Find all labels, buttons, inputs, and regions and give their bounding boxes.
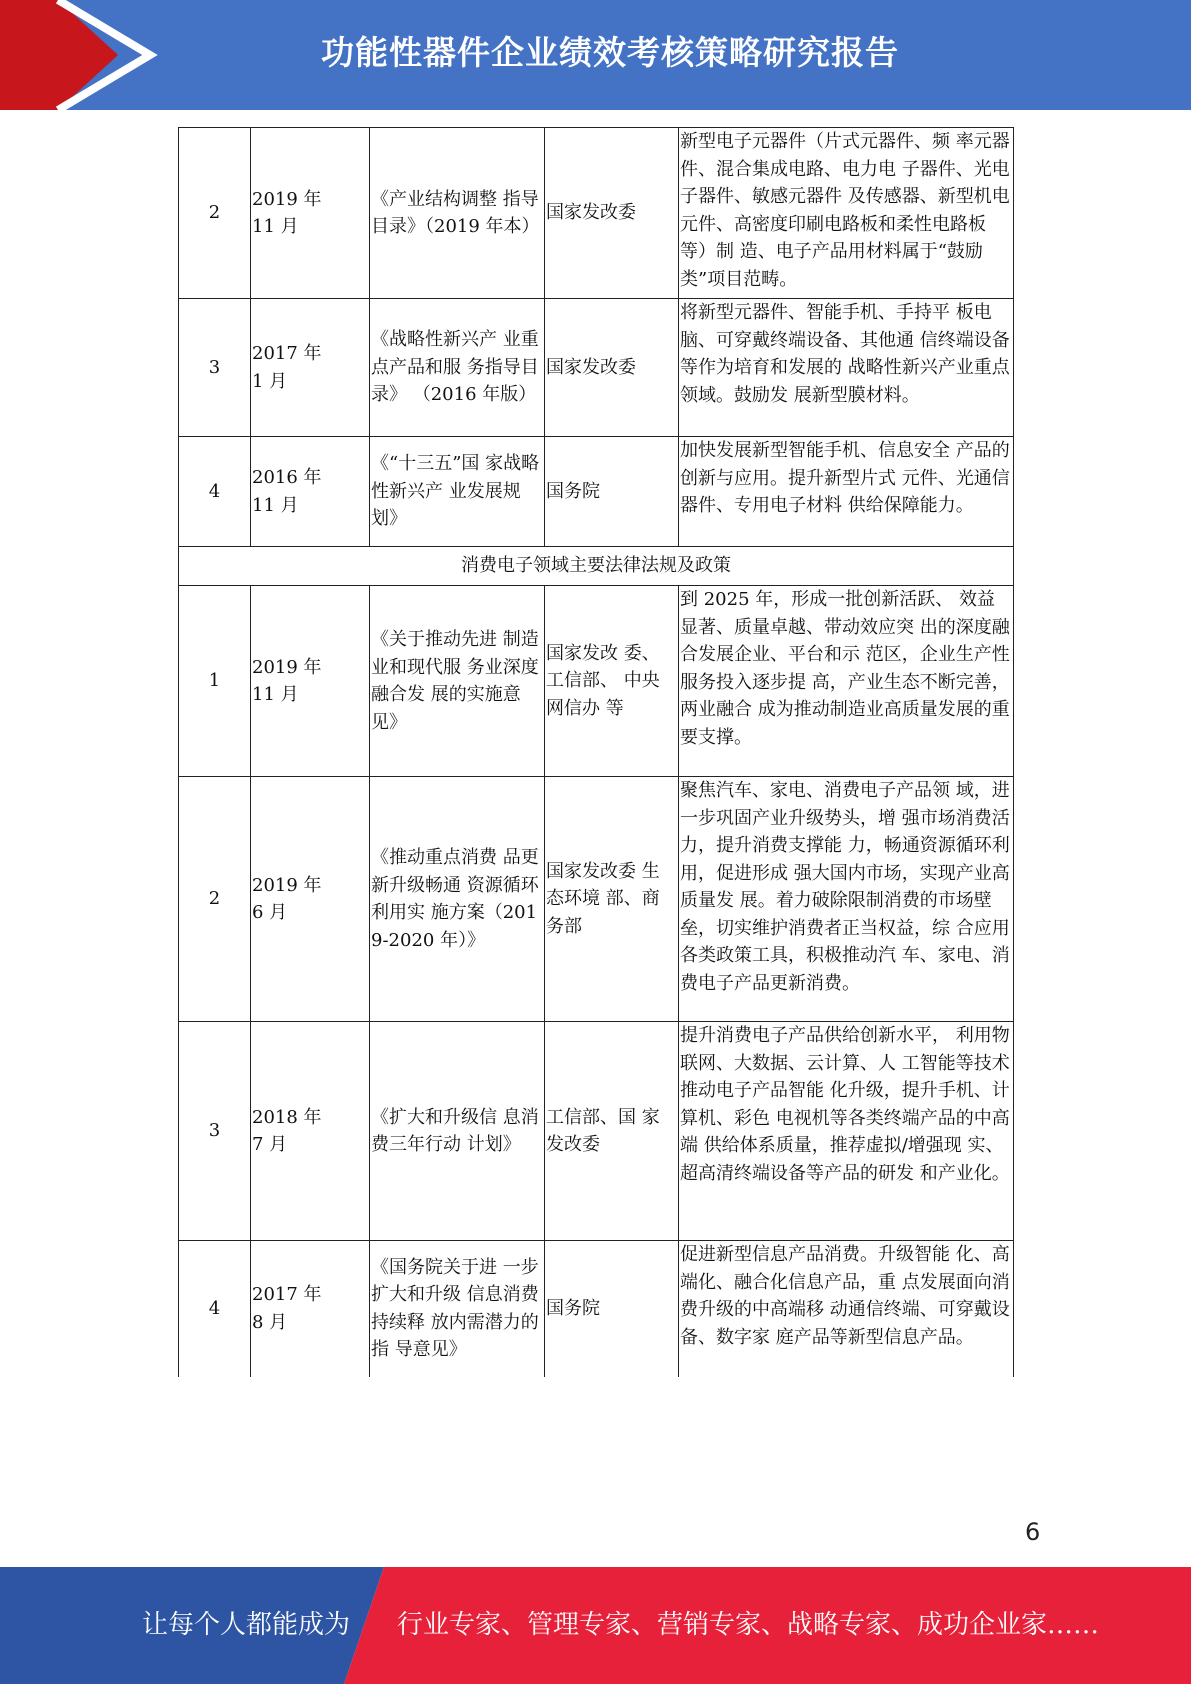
row-date: 2017 年 8 月 [251, 1241, 370, 1377]
row-number: 4 [179, 1241, 251, 1377]
table-row [179, 128, 1014, 299]
table-row [179, 777, 1014, 1022]
page-footer [0, 1567, 1191, 1684]
row-date: 2017 年 1 月 [251, 299, 370, 437]
section-header: 消费电子领域主要法律法规及政策 [179, 547, 1014, 586]
row-content: 将新型元器件、智能手机、手持平 板电脑、可穿戴终端设备、其他通 信终端设备等作为培育和发展的 战略性新兴产业重点领域。鼓励发 展新型膜材料。 [679, 299, 1014, 437]
row-title: 《扩大和升级信 息消费三年行动 计划》 [370, 1022, 545, 1241]
row-content: 提升消费电子产品供给创新水平， 利用物联网、大数据、云计算、人 工智能等技术推动电子产品智能 化升级，提升手机、计算机、彩色 电视机等各类终端产品的中高端 供给体系质量，推荐虚拟/增强现 实、超高清终端设备等产品的研发 和产业化。 [679, 1022, 1014, 1241]
row-date: 2016 年 11 月 [251, 437, 370, 547]
page-header [0, 0, 1191, 110]
footer-slogan-left: 让每个人都能成为 [142, 1610, 351, 1640]
table-row [179, 1022, 1014, 1241]
header-title: 功能性器件企业绩效考核策略研究报告 [321, 33, 899, 72]
row-number: 3 [179, 299, 251, 437]
row-issuer: 国家发改委 [545, 128, 679, 299]
row-issuer: 工信部、国 家发改委 [545, 1022, 679, 1241]
row-content: 新型电子元器件（片式元器件、频 率元器件、混合集成电路、电力电 子器件、光电子器件、敏感元器件 及传感器、新型机电元件、高密度印刷电路板和柔性电路板等）制 造、电子产品用材料属于“鼓励 类”项目范畴。 [679, 128, 1014, 299]
table-row [179, 1241, 1014, 1377]
row-content: 加快发展新型智能手机、信息安全 产品的创新与应用。提升新型片式 元件、光通信器件、专用电子材料 供给保障能力。 [679, 437, 1014, 547]
row-issuer: 国家发改委 [545, 299, 679, 437]
row-number: 2 [179, 128, 251, 299]
row-date: 2019 年 11 月 [251, 586, 370, 777]
row-number: 1 [179, 586, 251, 777]
policy-table [178, 127, 1013, 1377]
row-title: 《关于推动先进 制造业和现代服 务业深度融合发 展的实施意见》 [370, 586, 545, 777]
row-date: 2019 年 6 月 [251, 777, 370, 1022]
header-chevron-icon [0, 0, 160, 110]
row-number: 4 [179, 437, 251, 547]
row-date: 2018 年 7 月 [251, 1022, 370, 1241]
row-title: 《战略性新兴产 业重点产品和服 务指导目录》 （2016 年版） [370, 299, 545, 437]
row-number: 2 [179, 777, 251, 1022]
table-row [179, 586, 1014, 777]
table-row [179, 299, 1014, 437]
row-issuer: 国家发改 委、工信部、 中央网信办 等 [545, 586, 679, 777]
footer-slogan-right: 行业专家、管理专家、营销专家、战略专家、成功企业家…… [397, 1610, 1100, 1640]
row-issuer: 国家发改委 生态环境 部、商务部 [545, 777, 679, 1022]
row-title: 《国务院关于进 一步扩大和升级 信息消费持续释 放内需潜力的指 导意见》 [370, 1241, 545, 1377]
section-header-row [179, 547, 1014, 586]
row-content: 到 2025 年，形成一批创新活跃、 效益显著、质量卓越、带动效应突 出的深度融合发展企业、平台和示 范区，企业生产性服务投入逐步提 高，产业生态不断完善，两业融合 成为推动制造业高质量发展的重 要支撑。 [679, 586, 1014, 777]
row-content: 聚焦汽车、家电、消费电子产品领 域，进一步巩固产业升级势头，增 强市场消费活力，提升消费支撑能 力，畅通资源循环利用，促进形成 强大国内市场，实现产业高质量发 展。着力破除限制消费的市场壁 垒，切实维护消费者正当权益，综 合应用各类政策工具，积极推动汽 车、家电、消费电子产品更新消费。 [679, 777, 1014, 1022]
row-title: 《“十三五”国 家战略性新兴产 业发展规划》 [370, 437, 545, 547]
row-title: 《产业结构调整 指导目录》（2019 年本） [370, 128, 545, 299]
row-issuer: 国务院 [545, 437, 679, 547]
page-number: 6 [1025, 1518, 1041, 1546]
row-issuer: 国务院 [545, 1241, 679, 1377]
row-date: 2019 年 11 月 [251, 128, 370, 299]
row-number: 3 [179, 1022, 251, 1241]
row-content: 促进新型信息产品消费。升级智能 化、高端化、融合化信息产品，重 点发展面向消费升级的中高端移 动通信终端、可穿戴设备、数字家 庭产品等新型信息产品。 [679, 1241, 1014, 1377]
row-title: 《推动重点消费 品更新升级畅通 资源循环利用实 施方案（2019-2020 年）》 [370, 777, 545, 1022]
table-row [179, 437, 1014, 547]
